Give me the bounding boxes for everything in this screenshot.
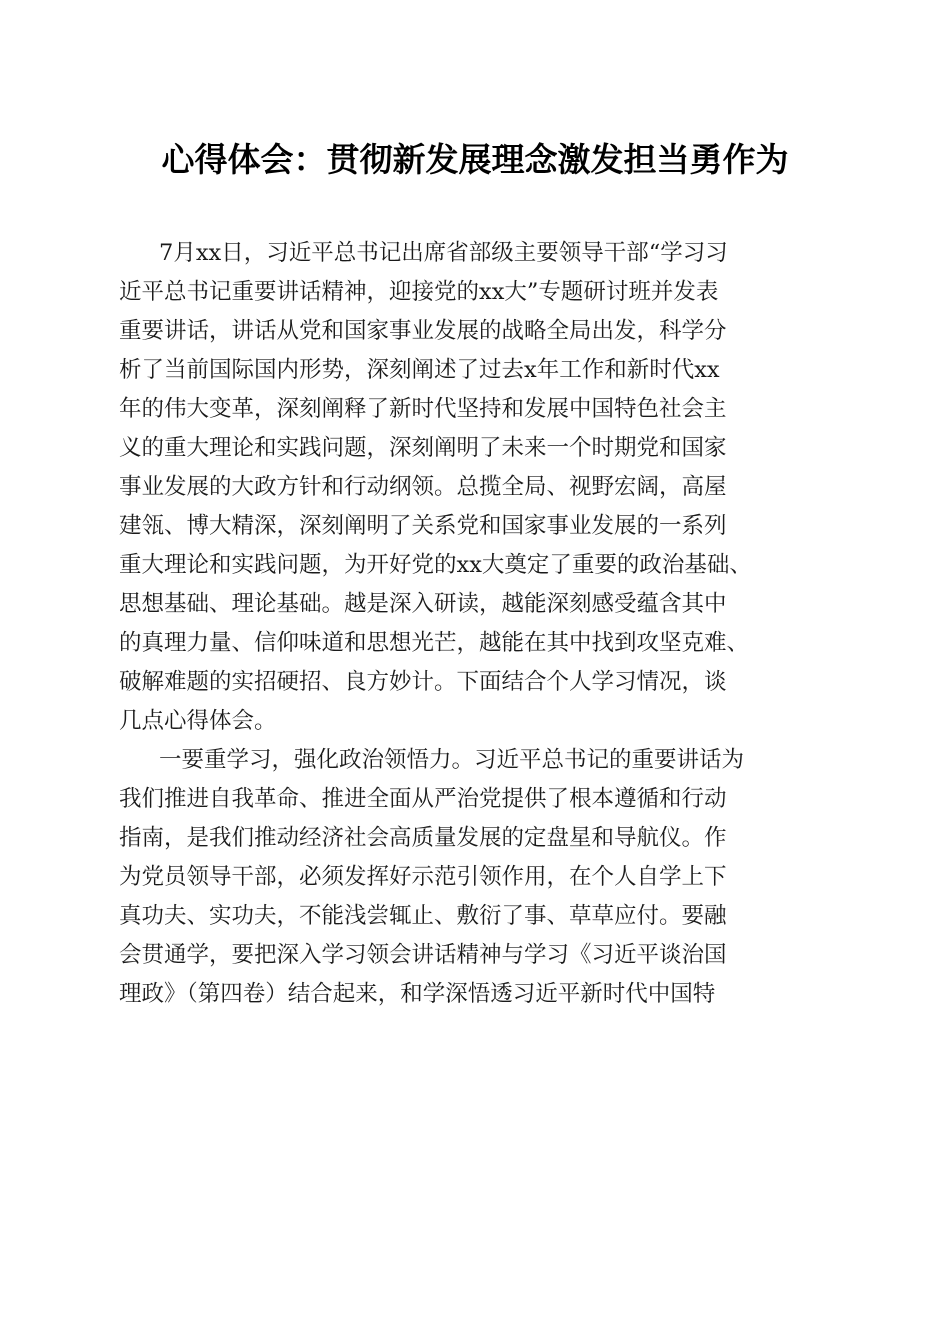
- paragraph-line: 7月xx日，习近平总书记出席省部级主要领导干部“学习习: [159, 240, 728, 266]
- paragraph-line: 思想基础、理论基础。越是深入研读，越能深刻感受蕴含其中: [119, 591, 727, 617]
- paragraph-line: 重大理论和实践问题，为开好党的xx大奠定了重要的政治基础、: [119, 552, 752, 578]
- paragraph-line: 重要讲话，讲话从党和国家事业发展的战略全局出发，科学分: [119, 318, 727, 344]
- paragraph-line: 事业发展的大政方针和行动纲领。总揽全局、视野宏阔，高屋: [119, 474, 727, 500]
- paragraph-line: 建瓴、博大精深，深刻阐明了关系党和国家事业发展的一系列: [119, 513, 727, 539]
- document-body: [119, 234, 834, 1014]
- paragraph-line: 的真理力量、信仰味道和思想光芒，越能在其中找到攻坚克难、: [119, 630, 750, 656]
- paragraph-line: 为党员领导干部，必须发挥好示范引领作用，在个人自学上下: [119, 864, 727, 890]
- paragraph-line: 近平总书记重要讲话精神，迎接党的xx大”专题研讨班并发表: [119, 279, 719, 305]
- paragraph-1: [119, 234, 834, 741]
- paragraph-line: 析了当前国际国内形势，深刻阐述了过去x年工作和新时代xx: [119, 357, 720, 383]
- paragraph-line: 指南，是我们推动经济社会高质量发展的定盘星和导航仪。作: [119, 825, 727, 851]
- paragraph-line: 我们推进自我革命、推进全面从严治党提供了根本遵循和行动: [119, 786, 727, 812]
- paragraph-line: 破解难题的实招硬招、良方妙计。下面结合个人学习情况，谈: [119, 669, 727, 695]
- paragraph-line: 一要重学习，强化政治领悟力。习近平总书记的重要讲话为: [159, 747, 745, 773]
- paragraph-line: 理政》（第四卷）结合起来，和学深悟透习近平新时代中国特: [119, 981, 716, 1007]
- paragraph-line: 真功夫、实功夫，不能浅尝辄止、敷衍了事、草草应付。要融: [119, 903, 727, 929]
- paragraph-line: 年的伟大变革，深刻阐释了新时代坚持和发展中国特色社会主: [119, 396, 727, 422]
- paragraph-line: 几点心得体会。: [119, 708, 277, 734]
- paragraph-line: 义的重大理论和实践问题，深刻阐明了未来一个时期党和国家: [119, 435, 727, 461]
- paragraph-2: [119, 741, 834, 1014]
- document-title: 心得体会：贯彻新发展理念激发担当勇作为: [161, 140, 789, 179]
- paragraph-line: 会贯通学，要把深入学习领会讲话精神与学习《习近平谈治国: [119, 942, 727, 968]
